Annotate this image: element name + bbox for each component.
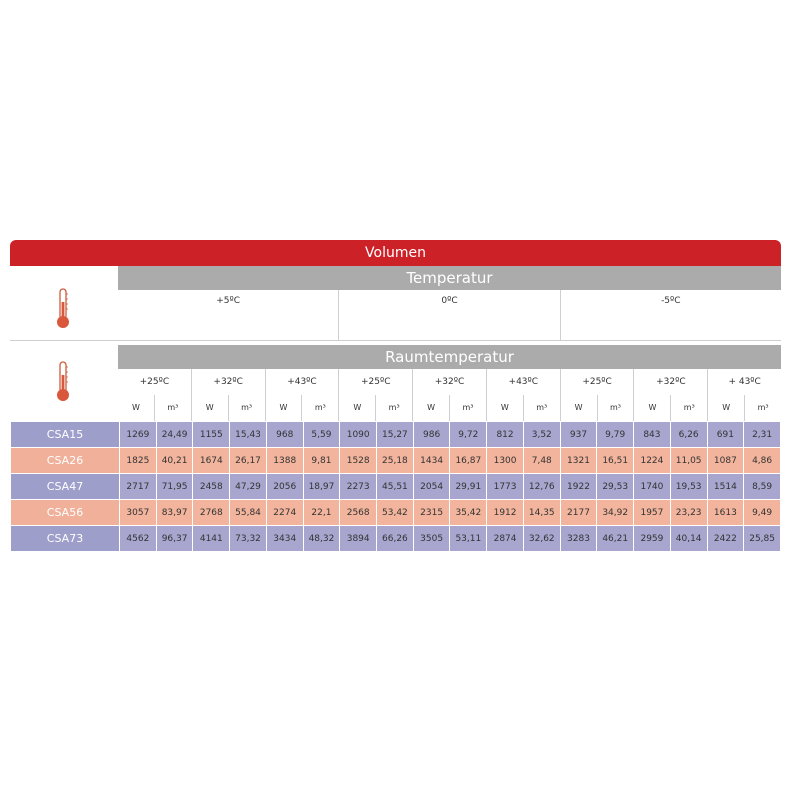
- table-cell: 1155: [193, 422, 230, 448]
- unit-label: m³: [376, 395, 413, 421]
- table-cell: 7,48: [523, 448, 560, 474]
- unit-label: m³: [450, 395, 487, 421]
- table-cell: 1773: [487, 474, 524, 500]
- table-cell: 1388: [266, 448, 303, 474]
- table-cell: 2422: [707, 526, 744, 552]
- table-cell: 691: [707, 422, 744, 448]
- table-cell: 53,42: [377, 500, 414, 526]
- table-cell: 812: [487, 422, 524, 448]
- table-cell: 4562: [120, 526, 157, 552]
- temperature-label: +5ºC: [118, 290, 339, 340]
- unit-label: W: [708, 395, 745, 421]
- table-cell: 1740: [634, 474, 671, 500]
- thermometer-icon: [56, 288, 70, 330]
- temperature-label: -5ºC: [661, 296, 681, 306]
- table-cell: 9,49: [744, 500, 781, 526]
- table-cell: 2315: [413, 500, 450, 526]
- room-temperature-label: +43ºC: [487, 369, 561, 395]
- table-cell: 1090: [340, 422, 377, 448]
- table-cell: 25,85: [744, 526, 781, 552]
- table-cell: 6,26: [670, 422, 707, 448]
- table-cell: 83,97: [156, 500, 193, 526]
- table-cell: 8,59: [744, 474, 781, 500]
- table-cell: 3,52: [523, 422, 560, 448]
- unit-label: m³: [155, 395, 192, 421]
- table-cell: 47,29: [230, 474, 267, 500]
- table-cell: 24,49: [156, 422, 193, 448]
- table-cell: 2874: [487, 526, 524, 552]
- model-name: CSA73: [11, 526, 120, 552]
- table-cell: 2959: [634, 526, 671, 552]
- table-cell: 1912: [487, 500, 524, 526]
- table-cell: 18,97: [303, 474, 340, 500]
- table-row: [11, 526, 781, 552]
- table-cell: 4141: [193, 526, 230, 552]
- unit-label: W: [339, 395, 376, 421]
- thermometer-cell-2: [10, 345, 118, 421]
- unit-label: m³: [598, 395, 635, 421]
- table-cell: 843: [634, 422, 671, 448]
- table-cell: 11,05: [670, 448, 707, 474]
- table-cell: 19,53: [670, 474, 707, 500]
- temperature-label: 0ºC: [339, 290, 560, 340]
- table-cell: 9,81: [303, 448, 340, 474]
- table-cell: 937: [560, 422, 597, 448]
- table-cell: 46,21: [597, 526, 634, 552]
- table-cell: 2056: [266, 474, 303, 500]
- table-cell: 22,1: [303, 500, 340, 526]
- unit-label: W: [634, 395, 671, 421]
- table-cell: 34,92: [597, 500, 634, 526]
- table-cell: 1269: [120, 422, 157, 448]
- unit-label: W: [487, 395, 524, 421]
- unit-label: m³: [671, 395, 708, 421]
- table-cell: 2717: [120, 474, 157, 500]
- table-cell: 4,86: [744, 448, 781, 474]
- unit-label: W: [118, 395, 155, 421]
- table-cell: 1321: [560, 448, 597, 474]
- table-title: Volumen: [10, 240, 781, 266]
- table-cell: 45,51: [377, 474, 414, 500]
- table-cell: 14,35: [523, 500, 560, 526]
- room-temperature-label: +25ºC: [339, 369, 413, 395]
- thermometer-cell-1: [10, 266, 118, 340]
- unit-label: W: [266, 395, 303, 421]
- table-cell: 9,79: [597, 422, 634, 448]
- table-cell: 1674: [193, 448, 230, 474]
- table-row: [11, 474, 781, 500]
- table-cell: 1528: [340, 448, 377, 474]
- table-cell: 15,43: [230, 422, 267, 448]
- table-cell: 32,62: [523, 526, 560, 552]
- table-cell: 968: [266, 422, 303, 448]
- table-cell: 26,17: [230, 448, 267, 474]
- table-cell: 2274: [266, 500, 303, 526]
- table-cell: 2568: [340, 500, 377, 526]
- table-cell: 12,76: [523, 474, 560, 500]
- table-cell: 16,51: [597, 448, 634, 474]
- table-cell: 73,32: [230, 526, 267, 552]
- table-cell: 66,26: [377, 526, 414, 552]
- table-cell: 1224: [634, 448, 671, 474]
- unit-label: m³: [229, 395, 266, 421]
- table-cell: 40,14: [670, 526, 707, 552]
- thermometer-icon: [56, 361, 70, 403]
- table-cell: 2273: [340, 474, 377, 500]
- temperatur-header: Temperatur: [118, 266, 781, 290]
- table-cell: 1434: [413, 448, 450, 474]
- model-name: CSA47: [11, 474, 120, 500]
- unit-label: m³: [302, 395, 339, 421]
- data-table: [10, 421, 781, 552]
- unit-label: W: [192, 395, 229, 421]
- room-temperature-label: +43ºC: [266, 369, 340, 395]
- table-cell: 71,95: [156, 474, 193, 500]
- unit-label: m³: [757, 403, 769, 412]
- table-cell: 25,18: [377, 448, 414, 474]
- table-cell: 1300: [487, 448, 524, 474]
- room-temperature-label: + 43ºC: [728, 377, 761, 387]
- room-temperature-label: +32ºC: [634, 369, 708, 395]
- table-cell: 9,72: [450, 422, 487, 448]
- table-cell: 35,42: [450, 500, 487, 526]
- unit-label: W: [413, 395, 450, 421]
- room-temperature-label: +25ºC: [118, 369, 192, 395]
- table-cell: 2458: [193, 474, 230, 500]
- table-cell: 55,84: [230, 500, 267, 526]
- table-cell: 16,87: [450, 448, 487, 474]
- table-cell: 3434: [266, 526, 303, 552]
- room-temperature-label: +32ºC: [192, 369, 266, 395]
- model-name: CSA26: [11, 448, 120, 474]
- table-cell: 40,21: [156, 448, 193, 474]
- table-cell: 5,59: [303, 422, 340, 448]
- table-row: [11, 448, 781, 474]
- table-cell: 1922: [560, 474, 597, 500]
- table-cell: 1087: [707, 448, 744, 474]
- table-cell: 986: [413, 422, 450, 448]
- table-cell: 29,53: [597, 474, 634, 500]
- unit-label: m³: [524, 395, 561, 421]
- table-cell: 3505: [413, 526, 450, 552]
- model-name: CSA56: [11, 500, 120, 526]
- table-cell: 1825: [120, 448, 157, 474]
- unit-label: W: [561, 395, 598, 421]
- table-cell: 2,31: [744, 422, 781, 448]
- table-cell: 1957: [634, 500, 671, 526]
- table-cell: 1514: [707, 474, 744, 500]
- room-temperature-label: +25ºC: [561, 369, 635, 395]
- table-cell: 1613: [707, 500, 744, 526]
- room-temperature-label: +32ºC: [413, 369, 487, 395]
- table-cell: 3894: [340, 526, 377, 552]
- model-name: CSA15: [11, 422, 120, 448]
- table-cell: 96,37: [156, 526, 193, 552]
- table-cell: 23,23: [670, 500, 707, 526]
- raumtemperatur-header: Raumtemperatur: [118, 345, 781, 369]
- table-cell: 2177: [560, 500, 597, 526]
- table-cell: 48,32: [303, 526, 340, 552]
- table-row: [11, 500, 781, 526]
- volume-table: [10, 240, 781, 552]
- table-cell: 3283: [560, 526, 597, 552]
- table-cell: 3057: [120, 500, 157, 526]
- table-row: [11, 422, 781, 448]
- table-cell: 29,91: [450, 474, 487, 500]
- table-cell: 2054: [413, 474, 450, 500]
- table-cell: 15,27: [377, 422, 414, 448]
- table-cell: 2768: [193, 500, 230, 526]
- table-cell: 53,11: [450, 526, 487, 552]
